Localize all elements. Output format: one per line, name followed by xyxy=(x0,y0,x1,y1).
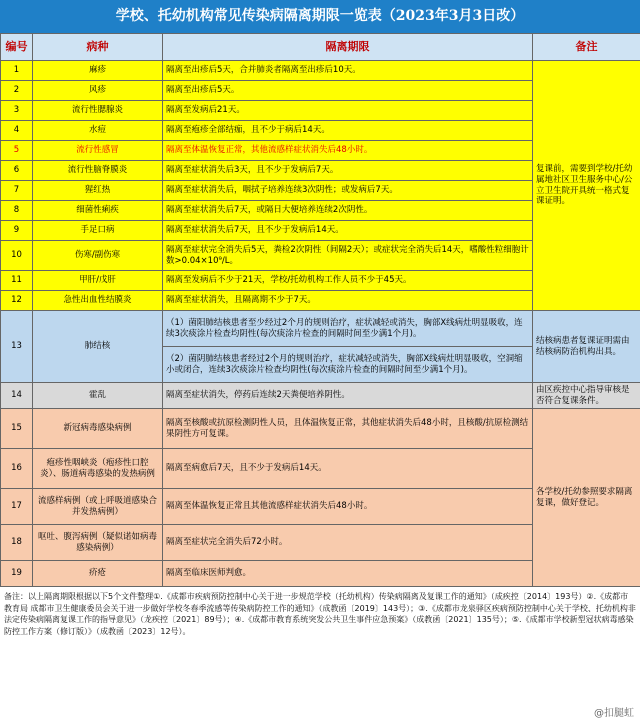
row-period: 隔离至核酸或抗原检测阴性人员，且体温恢复正常，其他症状消失后48小时，且核酸/抗原检测结果阴性方可复课。 xyxy=(163,409,533,449)
row-disease: 流感样病例（或上呼吸道感染合并发热病例） xyxy=(33,489,163,525)
row-period: 隔离至体温恢复正常，其他流感样症状消失后48小时。 xyxy=(163,141,533,161)
row-no: 12 xyxy=(1,291,33,311)
row-disease: 流行性感冒 xyxy=(33,141,163,161)
row-period: 隔离至症状消失，且隔离期不少于7天。 xyxy=(163,291,533,311)
row-no: 2 xyxy=(1,81,33,101)
note-group1: 复课前，需要到学校/托幼属地社区卫生服务中心/公立卫生院开具统一格式复课证明。 xyxy=(533,61,640,311)
row-no: 13 xyxy=(1,311,33,383)
header-note: 备注 xyxy=(533,34,640,61)
table-row xyxy=(1,383,640,409)
row-no: 17 xyxy=(1,489,33,525)
row-no: 10 xyxy=(1,241,33,271)
row-no: 3 xyxy=(1,101,33,121)
row-period: 隔离至出疹后5天，合并肺炎者隔离至出疹后10天。 xyxy=(163,61,533,81)
table-row xyxy=(1,61,640,81)
row-disease: 水痘 xyxy=(33,121,163,141)
isolation-table xyxy=(0,33,640,587)
watermark: @扣腿虹 xyxy=(594,708,634,719)
row-no: 7 xyxy=(1,181,33,201)
note-group4: 各学校/托幼参照要求隔离复课，做好登记。 xyxy=(533,409,640,587)
row-period: 隔离至症状完全消失后72小时。 xyxy=(163,525,533,561)
row-period-b: （2）菌阴肺结核患者经过2个月的规则治疗，症状减轻或消失，胸部X线病灶明显吸收，空洞缩小或闭合，连续3次痰涂片检查均阴性(每次痰涂片检查的间隔时间至少满1个月)。 xyxy=(163,347,533,383)
row-no: 16 xyxy=(1,449,33,489)
row-period: 隔离至症状消失后3天，且不少于发病后7天。 xyxy=(163,161,533,181)
header-period: 隔离期限 xyxy=(163,34,533,61)
row-disease: 麻疹 xyxy=(33,61,163,81)
row-disease: 疥疮 xyxy=(33,561,163,587)
row-period: 隔离至症状完全消失后5天，粪检2次阴性（间隔2天）；或症状完全消失后14天，嗜酸性粒细胞计数>0.04×10⁹/L。 xyxy=(163,241,533,271)
row-period: 隔离至症状消失后7天，且不少于发病后14天。 xyxy=(163,221,533,241)
row-no: 18 xyxy=(1,525,33,561)
row-disease: 疱疹性咽峡炎（疱疹性口腔炎）、肠道病毒感染的发热病例 xyxy=(33,449,163,489)
footnote: 备注：以上隔离期限根据以下5个文件整理①.《成都市疾病预防控制中心关于进一步规范学校（托幼机构）传染病隔离及复课工作的通知》（成疾控〔2014〕193号）②.《成都市教育局 成都市卫生健康委员会关于进一步做好学校冬春季流感等传染病防控工作的通知》（成教函〔2019〕143号）；③.《成都市龙泉驿区疾病预防控制中心关于学校、托幼机构非法定传染病隔离复课工作的指导意见》（龙疾控〔2021〕89号）；④.《成都市教育系统突发公共卫生事件应急预案》（成教函〔2021〕135号）；⑤.《成都市学校新型冠状病毒感染防控工作方案（修订版）》（成教函〔2023〕12号）。 xyxy=(4,592,636,636)
row-disease: 肺结核 xyxy=(33,311,163,383)
row-period: 隔离至发病后不少于21天，学校/托幼机构工作人员不少于45天。 xyxy=(163,271,533,291)
row-disease: 呕吐、腹泻病例（疑似诺如病毒感染病例） xyxy=(33,525,163,561)
table-row xyxy=(1,409,640,449)
table-row xyxy=(1,311,640,347)
row-no: 15 xyxy=(1,409,33,449)
row-disease: 流行性腮腺炎 xyxy=(33,101,163,121)
row-no: 5 xyxy=(1,141,33,161)
row-no: 6 xyxy=(1,161,33,181)
row-period: 隔离至发病后21天。 xyxy=(163,101,533,121)
row-no: 8 xyxy=(1,201,33,221)
row-no: 1 xyxy=(1,61,33,81)
row-no: 14 xyxy=(1,383,33,409)
row-period-a: （1）菌阳肺结核患者至少经过2个月的规则治疗，症状减轻或消失，胸部X线病灶明显吸收，连续3次痰涂片检查均阴性(每次痰涂片检查的间隔时间至少满1个月)。 xyxy=(163,311,533,347)
row-period: 隔离至病愈后7天，且不少于发病后14天。 xyxy=(163,449,533,489)
row-no: 11 xyxy=(1,271,33,291)
note-group2: 结核病患者复课证明需由结核病防治机构出具。 xyxy=(533,311,640,383)
header-no: 编号 xyxy=(1,34,33,61)
row-disease: 手足口病 xyxy=(33,221,163,241)
row-disease: 甲肝/戊肝 xyxy=(33,271,163,291)
row-disease: 伤寒/副伤寒 xyxy=(33,241,163,271)
row-no: 19 xyxy=(1,561,33,587)
row-disease: 猩红热 xyxy=(33,181,163,201)
header-row xyxy=(1,34,640,61)
row-no: 4 xyxy=(1,121,33,141)
row-period: 隔离至症状消失，停药后连续2天粪便培养阴性。 xyxy=(163,383,533,409)
row-disease: 细菌性痢疾 xyxy=(33,201,163,221)
row-period: 隔离至出疹后5天。 xyxy=(163,81,533,101)
row-disease: 霍乱 xyxy=(33,383,163,409)
header-disease: 病种 xyxy=(33,34,163,61)
row-disease: 风疹 xyxy=(33,81,163,101)
row-period: 隔离至临床医师判愈。 xyxy=(163,561,533,587)
row-period: 隔离至症状消失后，咽拭子培养连续3次阴性；或发病后7天。 xyxy=(163,181,533,201)
row-period: 隔离至疱疹全部结痂，且不少于病后14天。 xyxy=(163,121,533,141)
row-period: 隔离至症状消失后7天，或隔日大便培养连续2次阴性。 xyxy=(163,201,533,221)
row-disease: 新冠病毒感染病例 xyxy=(33,409,163,449)
row-disease: 急性出血性结膜炎 xyxy=(33,291,163,311)
page-title: 学校、托幼机构常见传染病隔离期限一览表（2023年3月3日改） xyxy=(0,0,640,33)
row-no: 9 xyxy=(1,221,33,241)
note-group3: 由区疾控中心指导审核是否符合复课条件。 xyxy=(533,383,640,409)
row-period: 隔离至体温恢复正常且其他流感样症状消失后48小时。 xyxy=(163,489,533,525)
row-disease: 流行性脑脊膜炎 xyxy=(33,161,163,181)
